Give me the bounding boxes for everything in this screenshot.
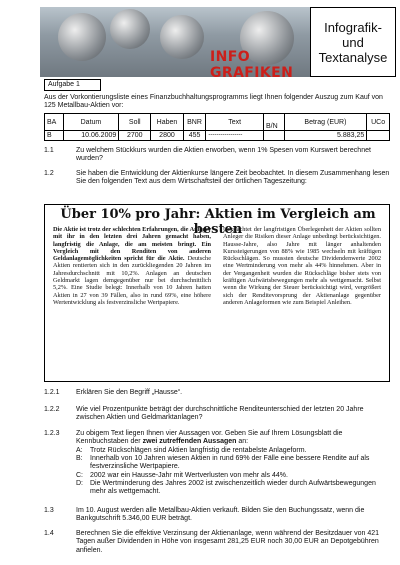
table-cell — [367, 131, 390, 141]
option-key: D: — [76, 480, 83, 487]
option-key: C: — [76, 472, 83, 479]
question-number: 1.2.1 — [44, 389, 60, 396]
question-text: Zu welchem Stückkurs wurden die Aktien erworben, wenn 1% Spesen vom Kurswert berechnet wurden? — [76, 147, 371, 163]
table-cell: 5.883,25 — [284, 131, 367, 141]
article-body-left: Deutsche Aktien rentierten sich in den zurückliegenden 20 Jahren im Jahresdurchschnitt mit 10,2%. Anlagen an deutschen Geldmarkt lagen demgegenüber nur bei durchschnittlich 5,2%. Eine Studie belegt: Innerhalb von 10 Jahren hatten Aktien in 27 von 39 Fällen, also in rund 69%, eine höhere Wertentwicklung als festverzinsliche Wertpapiere. — [53, 255, 211, 306]
article-column-left — [53, 226, 211, 306]
table-row — [45, 131, 390, 141]
title-line-3: Textanalyse — [318, 49, 388, 65]
banner-graphic — [40, 7, 310, 77]
question-text: Erklären Sie den Begriff „Hausse“. — [76, 389, 183, 396]
globe-icon — [160, 15, 204, 59]
question-text: Berechnen Sie die effektive Verzinsung der Aktienanlage, wenn während der Besitzdauer von 421 Tagen außer Dividenden in Höhe von insgesamt 281,25 EUR noch 30,00 EUR an Depotgebühren anfielen. — [76, 530, 380, 554]
question-number: 1.4 — [44, 530, 54, 537]
intro-text: Aus der Vorkontierungsliste eines Finanzbuchhaltungsprogramms liegt Ihnen folgender Auszug zum Kauf von 125 Metallbau-Aktien vor: — [44, 94, 383, 110]
table-header-cell: Haben — [151, 114, 183, 131]
table-cell: 2800 — [151, 131, 183, 141]
option-key: B: — [76, 455, 83, 462]
table-cell: B — [45, 131, 64, 141]
question-number: 1.2 — [44, 170, 54, 177]
table-header-bn: B/N — [263, 123, 284, 131]
question-number: 1.2.2 — [44, 406, 60, 413]
table-header-cell: BA — [45, 114, 64, 131]
table-header-cell: Betrag (EUR) — [284, 114, 367, 131]
table-cell: 455 — [183, 131, 206, 141]
title-line-1: Infografik- — [324, 19, 382, 35]
article-body-right: Ungeachtet der langfristigen Überlegenheit der Aktien sollten Anleger die Risiken dieser Anlage unbedingt berücksichtigen. Hausse-Jahre, also Jahre mit länger anhaltenden Kurssteigerungen von 88% wie 1985 wechseln mit kräftigen Rückschlägen. So mussten deutsche Dividendenwerte 2002 eine Wertminderung von mehr als 44% hinnehmen. Aber in der Vergangenheit wurden die Rückschläge bisher stets von kräftigen Aufwärtsbewegungen mehr als wettgemacht. Selbst wenn die Wirkung der Steuer berücksichtigt wird, vergrößert sich der Renditevorsprung der Aktienanlage gegenüber anderen Anlageformen wie zum Beispiel Anleihen. — [223, 226, 381, 306]
question-text-part: Zu obigem Text liegen Ihnen vier Aussagen vor. Geben Sie auf Ihrem Lösungsblatt die Kennbuchstaben der — [76, 430, 343, 446]
article-lead: Die Aktie ist trotz der schlechten Erfahrungen, die Anleger mit ihr in den letzten drei Jahren gemacht haben, langfristig die Anlage, die am meisten bringt. Ein Vergleich mit den Renditen von anderen Geldanlagemöglichkeiten spricht für die Aktie. — [53, 226, 211, 263]
question-number: 1.3 — [44, 507, 54, 514]
option-text: Innerhalb von 10 Jahren wiesen Aktien in rund 69% der Fälle eine bessere Rendite auf als festverzinsliche Wertpapiere. — [90, 455, 370, 471]
question-text — [76, 430, 390, 447]
question-number: 1.2.3 — [44, 430, 60, 437]
table-header-cell: UCo — [367, 114, 390, 131]
aufgabe-label: Aufgabe 1 — [44, 79, 101, 91]
table-header-cell: BNR — [183, 114, 206, 131]
brand-logo: INFO GRAFIKEN — [210, 49, 294, 77]
table-header-row — [45, 114, 390, 124]
table-cell: ----------------- — [206, 131, 264, 141]
document-title — [310, 7, 396, 77]
option-text: Die Wertminderung des Jahres 2002 ist zwischenzeitlich wieder durch Aufwärtsbewegungen mehr als wettgemacht. — [90, 480, 376, 496]
option-key: A: — [76, 447, 83, 454]
title-line-2: und — [342, 34, 364, 50]
table-cell — [263, 131, 284, 141]
question-number: 1.1 — [44, 147, 54, 154]
question-text: Wie viel Prozentpunkte beträgt der durchschnittliche Renditeunterschied der letzten 20 Jahre zwischen Aktien und Geldmarktanlagen? — [76, 406, 364, 422]
newspaper-article — [44, 204, 390, 382]
question-text: Im 10. August werden alle Metallbau-Aktien verkauft. Bilden Sie den Buchungssatz, wenn die Bankgutschrift 5.346,00 EUR beträgt. — [76, 507, 365, 523]
table-header-cell — [263, 114, 284, 124]
header-banner — [40, 7, 398, 77]
question-text-part: an: — [236, 438, 249, 446]
globe-icon — [110, 9, 150, 49]
table-header-cell: Datum — [63, 114, 119, 131]
option-text: 2002 war ein Hausse-Jahr mit Wertverlusten von mehr als 44%. — [90, 472, 288, 479]
article-title: Über 10% pro Jahr: Aktien im Vergleich am besten — [60, 207, 376, 237]
table-cell: 2700 — [119, 131, 151, 141]
table-header-cell: Text — [206, 114, 264, 131]
table-cell: 10.06.2009 — [63, 131, 119, 141]
question-text: Sie haben die Entwicklung der Aktienkurse längere Zeit beobachtet. In diesem Zusammenhang lesen Sie den folgenden Text aus dem Wirtschaftsteil der örtlichen Tageszeitung: — [76, 170, 390, 186]
table-header-cell: Soll — [119, 114, 151, 131]
booking-table — [44, 113, 390, 141]
question-text-emphasis: zwei zutreffenden Aussagen — [142, 438, 237, 446]
option-text: Trotz Rückschlägen sind Aktien langfristig die rentabelste Anlageform. — [90, 447, 307, 454]
globe-icon — [58, 13, 106, 61]
